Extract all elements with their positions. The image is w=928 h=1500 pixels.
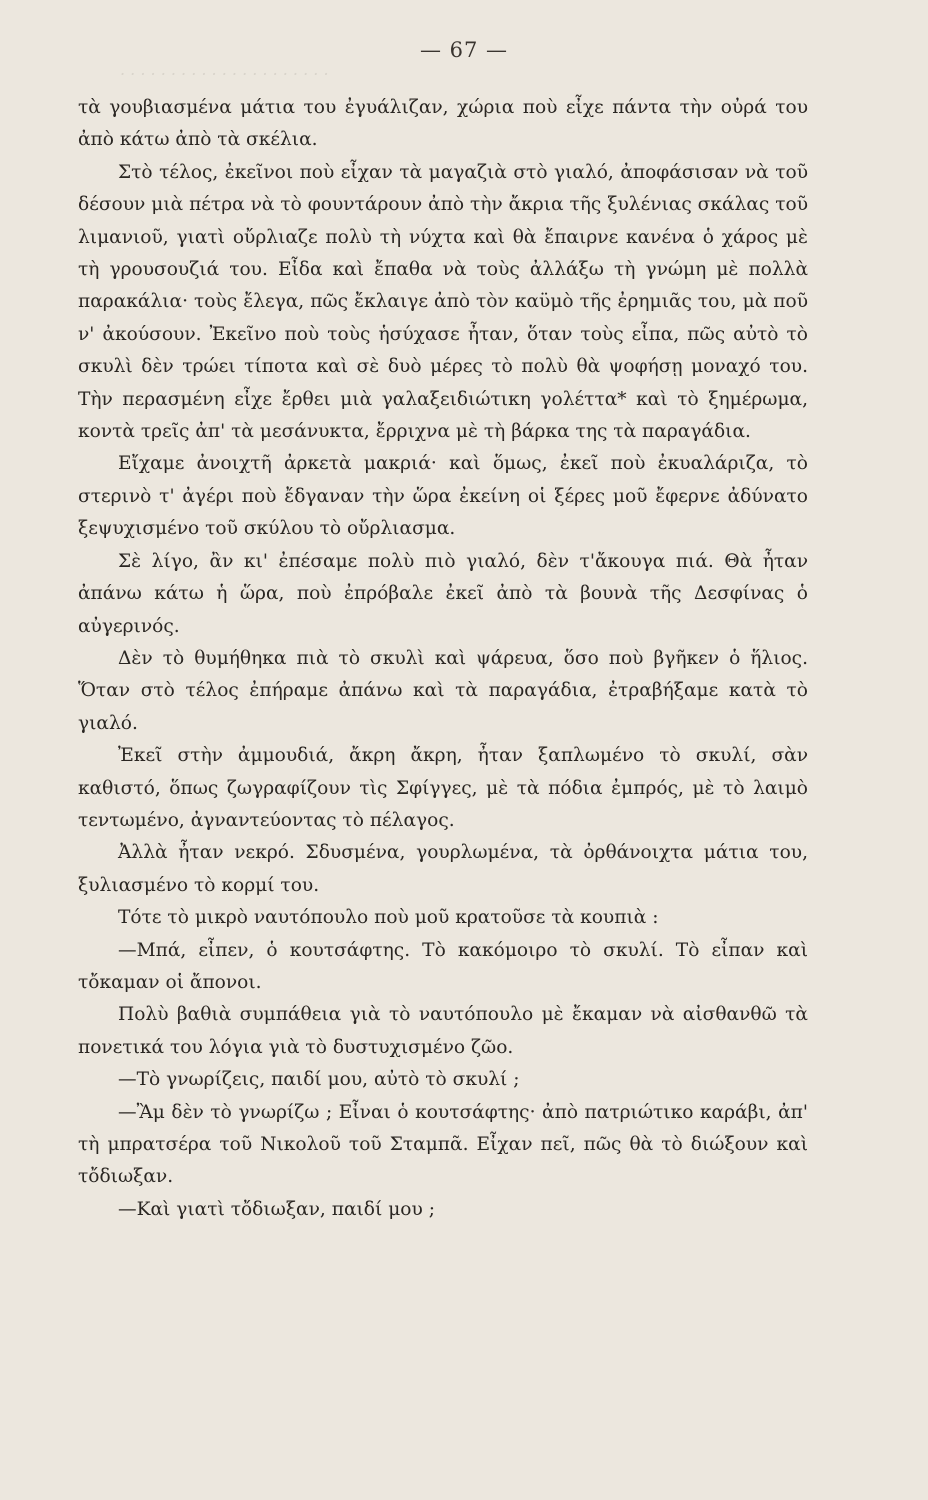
dialogue-line: —Καὶ γιατὶ τὄδιωξαν, παιδί μου ; [118, 1198, 435, 1220]
paragraph: Εἴχαμε ἀνοιχτῆ ἀρκετὰ μακριά· καὶ ὅμως, ἐκεῖ ποὺ ἐκυαλάριζα, τὸ στερινὸ τ' ἀγέρι ποὺ ἔδγαναν τὴν ὥρα ἐκείνη οἱ ξέρες μοῦ ἔφερνε ἀδύνατο ξεψυχισμένο τοῦ σκύλου τὸ οὔρλιασμα. [78, 453, 808, 540]
body-text [78, 92, 808, 1226]
page-number: — 67 — [419, 38, 509, 62]
paragraph: Δὲν τὸ θυμήθηκα πιὰ τὸ σκυλὶ καὶ ψάρευα, ὅσο ποὺ βγῆκεν ὁ ἥλιος. Ὅταν στὸ τέλος ἐπήραμε ἀπάνω καὶ τὰ παραγάδια, ἐτραβήξαμε κατὰ τὸ γιαλό. [78, 647, 808, 734]
dialogue-line: —Μπά, εἶπεν, ὁ κουτσάφτης. Τὸ κακόμοιρο τὸ σκυλί. Τὸ εἶπαν καὶ τὄκαμαν οἱ ἄπονοι. [78, 939, 808, 993]
paragraph: Ἀλλὰ ἦταν νεκρό. Σδυσμένα, γουρλωμένα, τὰ ὀρθάνοιχτα μάτια του, ξυλιασμένο τὸ κορμί του. [78, 842, 808, 896]
paragraph: Ἐκεῖ στὴν ἀμμουδιά, ἄκρη ἄκρη, ἦταν ξαπλωμένο τὸ σκυλί, σὰν καθιστό, ὅπως ζωγραφίζουν τὶς Σφίγγες, μὲ τὰ πόδια ἐμπρός, μὲ τὸ λαιμὸ τεντωμένο, ἀγναντεύοντας τὸ πέλαγος. [78, 745, 808, 831]
dialogue-line: —Τὸ γνωρίζεις, παιδί μου, αὐτὸ τὸ σκυλί ; [118, 1069, 520, 1091]
paragraph: Σὲ λίγο, ἂν κι' ἐπέσαμε πολὺ πιὸ γιαλό, δὲν τ'ἄκουγα πιά. Θὰ ἦταν ἀπάνω κάτω ἡ ὥρα, ποὺ ἐπρόβαλε ἐκεῖ ἀπὸ τὰ βουνὰ τῆς Δεσφίνας ὁ αὐγερινός. [78, 550, 808, 637]
bleed-through-text: . . . . . . . . . . . . . . . . . . . . . [120, 60, 329, 79]
paragraph: τὰ γουβιασμένα μάτια του ἐγυάλιζαν, χώρια ποὺ εἶχε πάντα τὴν οὐρά του ἀπὸ κάτω ἀπὸ τὰ σκέλια. [78, 97, 808, 151]
dialogue-line: —Ἂμ δὲν τὸ γνωρίζω ; Εἶναι ὁ κουτσάφτης· ἀπὸ πατριώτικο καράβι, ἀπ' τὴ μπρατσέρα τοῦ Νικολοῦ τοῦ Σταμπᾶ. Εἶχαν πεῖ, πῶς θὰ τὸ διώξουν καὶ τὄδιωξαν. [78, 1101, 808, 1188]
paragraph: Στὸ τέλος, ἐκεῖνοι ποὺ εἶχαν τὰ μαγαζιὰ στὸ γιαλό, ἀποφάσισαν νὰ τοῦ δέσουν μιὰ πέτρα νὰ τὸ φουντάρουν ἀπὸ τὴν ἄκρια τῆς ξυλένιας σκάλας τοῦ λιμανιοῦ, γιατὶ οὔρλιαζε πολὺ τὴ νύχτα καὶ θὰ ἔπαιρνε κανένα ὁ χάρος μὲ τὴ γρουσουζιά του. Εἶδα καὶ ἔπαθα νὰ τοὺς ἀλλάξω τὴ γνώμη μὲ πολλὰ παρακάλια· τοὺς ἔλεγα, πῶς ἔκλαιγε ἀπὸ τὸν καϋμὸ τῆς ἐρημιᾶς του, μὰ ποῦ ν' ἀκούσουν. Ἐκεῖνο ποὺ τοὺς ἡσύχασε ἦταν, ὅταν τοὺς εἶπα, πῶς αὐτὸ τὸ σκυλὶ δὲν τρώει τίποτα καὶ σὲ δυὸ μέρες τὸ πολὺ θὰ ψοφήσῃ μοναχό του. Τὴν περασμένη εἶχε ἔρθει μιὰ γαλαξειδιώτικη γολέττα* καὶ τὸ ξημέρωμα, κοντὰ τρεῖς ἀπ' τὰ μεσάνυκτα, ἔρριχνα μὲ τὴ βάρκα της τὰ παραγάδια. [78, 161, 808, 443]
paragraph: Τότε τὸ μικρὸ ναυτόπουλο ποὺ μοῦ κρατοῦσε τὰ κουπιὰ : [118, 907, 659, 929]
paragraph: Πολὺ βαθιὰ συμπάθεια γιὰ τὸ ναυτόπουλο μὲ ἔκαμαν νὰ αἰσθανθῶ τὰ πονετικά του λόγια γιὰ τὸ δυστυχισμένο ζῶο. [78, 1004, 808, 1058]
